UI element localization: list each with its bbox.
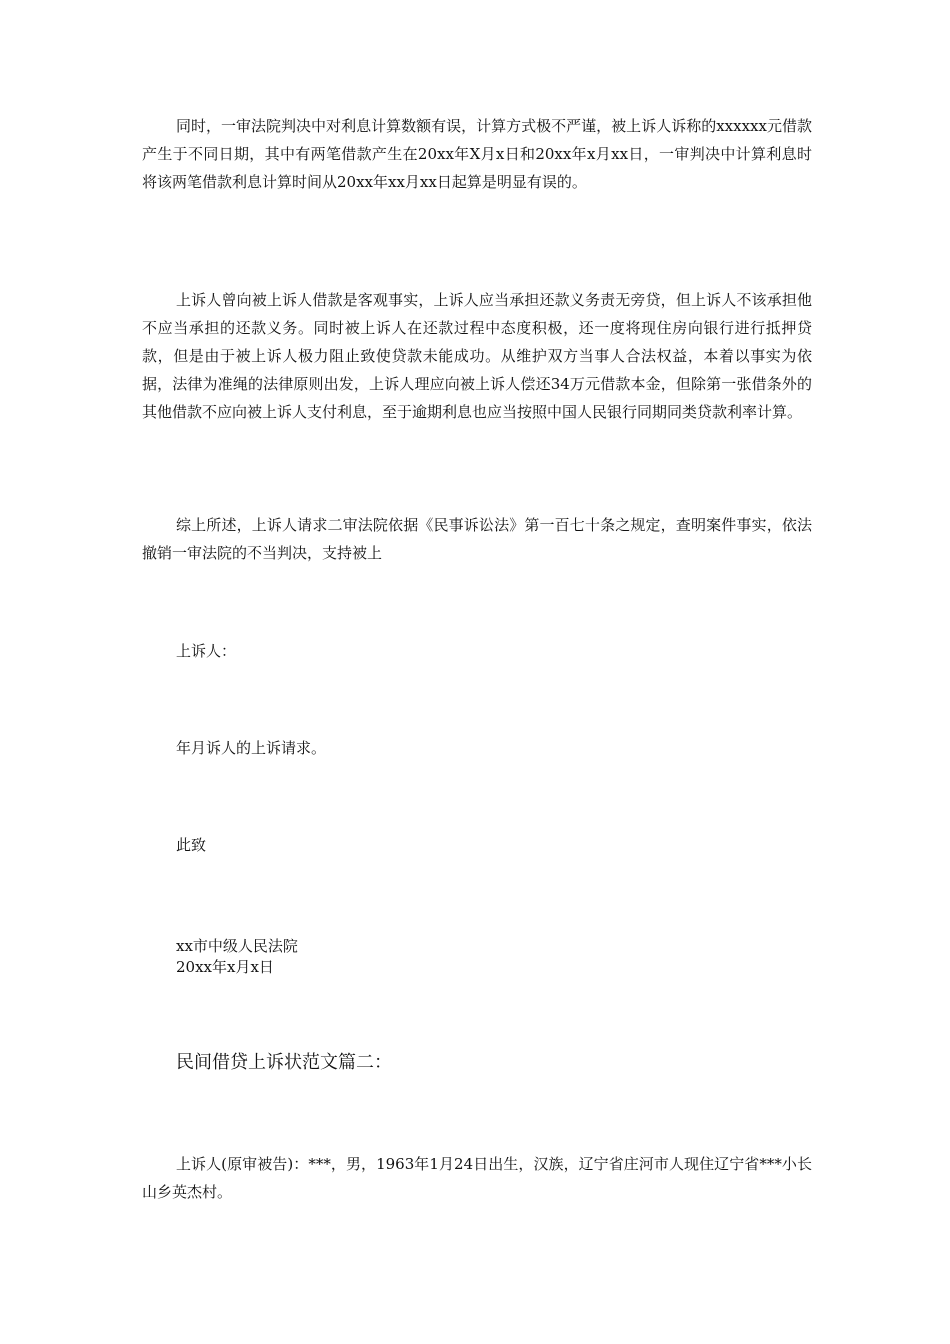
paragraph-interest-calculation-error: 同时，一审法院判决中对利息计算数额有误，计算方式极不严谨，被上诉人诉称的xxxxxx元借款产生于不同日期，其中有两笔借款产生在20xx年X月x日和20xx年x月xx日，一审判决中计算利息时将该两笔借款利息计算时间从20xx年xx月xx日起算是明显有误的。 [142, 117, 812, 191]
paragraph-appellant-info: 上诉人(原审被告)：***，男，1963年1月24日出生，汉族，辽宁省庄河市人现住辽宁省***小长山乡英杰村。 [142, 1155, 812, 1201]
court-name: xx市中级人民法院 [176, 937, 298, 955]
paragraph-summary-request: 综上所述，上诉人请求二审法院依据《民事诉讼法》第一百七十条之规定，查明案件事实，依法撤销一审法院的不当判决，支持被上 [142, 516, 812, 562]
appellant-label: 上诉人： [176, 642, 237, 660]
appeal-request-line: 年月诉人的上诉请求。 [176, 739, 327, 757]
date-line: 20xx年x月x日 [176, 958, 274, 976]
section-title: 民间借贷上诉状范文篇二： [176, 1052, 392, 1073]
salutation: 此致 [176, 836, 207, 854]
paragraph-loan-fact: 上诉人曾向被上诉人借款是客观事实，上诉人应当承担还款义务责无旁贷，但上诉人不该承担他不应当承担的还款义务。同时被上诉人在还款过程中态度积极，还一度将现住房向银行进行抵押贷款，但是由于被上诉人极力阻止致使贷款未能成功。从维护双方当事人合法权益，本着以事实为依据，法律为准绳的法律原则出发，上诉人理应向被上诉人偿还34万元借款本金，但除第一张借条外的其他借款不应向被上诉人支付利息，至于逾期利息也应当按照中国人民银行同期同类贷款利率计算。 [142, 291, 812, 421]
